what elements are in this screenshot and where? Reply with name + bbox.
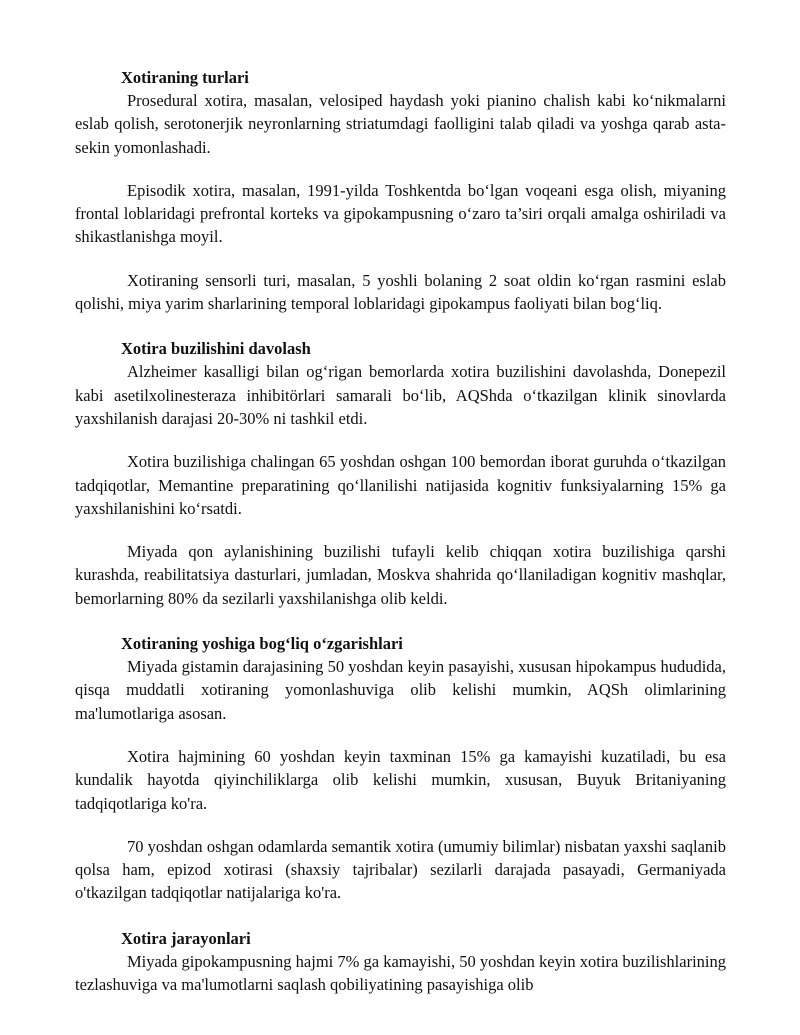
paragraph: Xotira buzilishiga chalingan 65 yoshdan oshgan 100 bemordan iborat guruhda o‘tkazilgan tadqiqotlar, Memantine preparatining qo‘llanilishi natijasida kognitiv funksiyalarning 15% ga yaxshilanishini ko‘rsatdi.	[75, 452, 726, 518]
paragraph: Episodik xotira, masalan, 1991-yilda Toshkentda bo‘lgan voqeani esga olish, miyaning frontal loblaridagi prefrontal korteks va gipokampusning o‘zaro ta’siri orqali amalga oshiriladi va shikastlanishga moyil.	[75, 180, 726, 247]
document-page	[75, 66, 726, 996]
paragraph: Miyada qon aylanishining buzilishi tufayli kelib chiqqan xotira buzilishiga qarshi kurashda, reabilitatsiya dasturlari, jumladan, Moskva shahrida qo‘llaniladigan kognitiv mashqlar, bemorlarning 80% da sezilarli yaxshilanishga olib keldi.	[75, 542, 726, 608]
paragraph: Prosedural xotira, masalan, velosiped haydash yoki pianino chalish kabi ko‘nikmalarni eslab qolish, serotonerjik neyronlarning striatumdagi faolligini talab qiladi va yoshga qarab asta-sekin yomonlashadi.	[75, 91, 726, 157]
paragraph: Alzheimer kasalligi bilan og‘rigan bemorlarda xotira buzilishini davolashda, Donepezil kabi asetilxolinesteraza inhibitörlari samarali bo‘lib, AQShda o‘tkazilgan klinik sinovlarda yaxshilanish darajasi 20-30% ni tashkil etdi.	[75, 362, 726, 428]
paragraph: 70 yoshdan oshgan odamlarda semantik xotira (umumiy bilimlar) nisbatan yaxshi saqlanib qolsa ham, epizod xotirasi (shaxsiy tajribalar) sezilarli darajada pasayadi, Germaniyada o'tkazilgan tadqiqotlar natijalariga ko'ra.	[75, 836, 726, 903]
section-xotiraning-turlari	[75, 66, 726, 315]
section-xotira-buzilishini-davolash	[75, 337, 726, 610]
section-heading: Xotira jarayonlari	[121, 928, 251, 948]
section-heading: Xotiraning yoshiga bog‘liq o‘zgarishlari	[121, 634, 403, 654]
section-xotira-jarayonlari	[75, 927, 726, 997]
paragraph: Miyada gipokampusning hajmi 7% ga kamayishi, 50 yoshdan keyin xotira buzilishlarining tezlashuviga va ma'lumotlarni saqlash qobiliyatining pasayishiga olib	[75, 951, 726, 995]
paragraph: Xotiraning sensorli turi, masalan, 5 yoshli bolaning 2 soat oldin ko‘rgan rasmini eslab qolishi, miya yarim sharlarining temporal loblaridagi gipokampus faoliyati bilan bog‘liq.	[75, 270, 726, 314]
paragraph: Miyada gistamin darajasining 50 yoshdan keyin pasayishi, xususan hipokampus hududida, qisqa muddatli xotiraning yomonlashuviga olib kelishi mumkin, AQSh olimlarining ma'lumotlariga asosan.	[75, 657, 726, 723]
section-yoshiga-boglik-ozgarishlari	[75, 632, 726, 905]
section-heading: Xotiraning turlari	[121, 68, 249, 87]
section-heading: Xotira buzilishini davolash	[121, 339, 311, 359]
paragraph: Xotira hajmining 60 yoshdan keyin taxminan 15% ga kamayishi kuzatiladi, bu esa kundalik hayotda qiyinchiliklarga olib kelishi mumkin, xususan, Buyuk Britaniyaning tadqiqotlariga ko'ra.	[75, 746, 726, 813]
